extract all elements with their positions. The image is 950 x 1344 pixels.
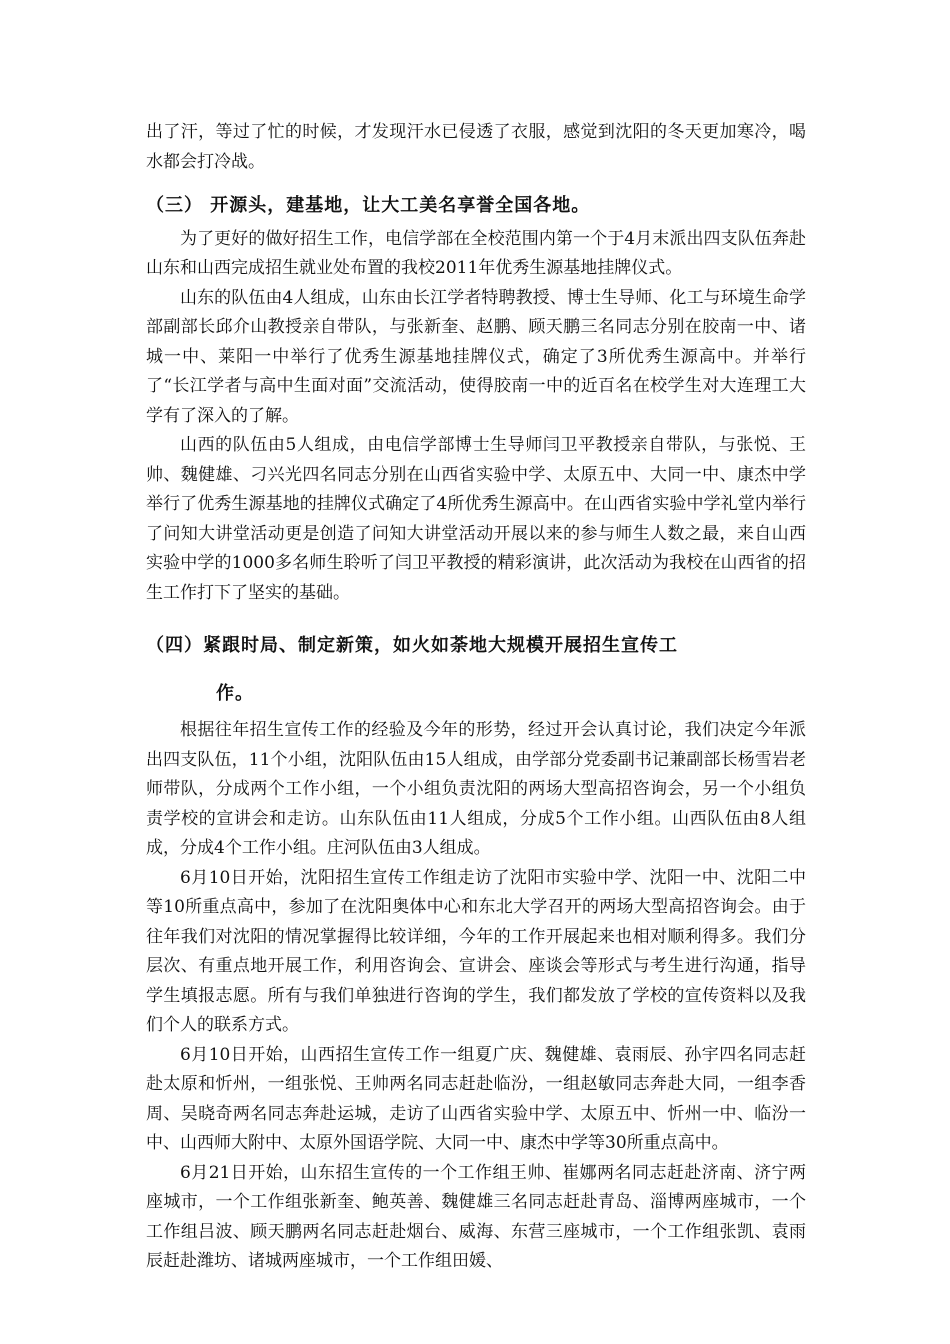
paragraph-intro: 出了汗，等过了忙的时候，才发现汗水已侵透了衣服，感觉到沈阳的冬天更加寒冷，喝水都会打冷战。 (146, 122, 806, 172)
section-4-heading-line-1: （四）紧跟时局、制定新策，如火如荼地大规模开展招生宣传工 (146, 635, 678, 656)
section-3-paragraph-1: 为了更好的做好招生工作，电信学部在全校范围内第一个于4月末派出四支队伍奔赴山东和山西完成招生就业处布置的我校2011年优秀生源基地挂牌仪式。 (146, 228, 806, 278)
section-4-heading-line-2: 作。 (216, 683, 254, 704)
section-4-paragraph-1: 根据往年招生宣传工作的经验及今年的形势，经过开会认真讨论，我们决定今年派出四支队伍，11个小组，沈阳队伍由15人组成，由学部分党委副书记兼副部长杨雪岩老师带队，分成两个工作小组，一个小组负责沈阳的两场大型高招咨询会，另一个小组负责学校的宣讲会和走访。山东队伍由11人组成，分成5个工作小组。山西队伍由8人组成，分成4个工作小组。庄河队伍由3人组成。 (146, 720, 806, 858)
section-4-heading (146, 624, 806, 716)
section-3-paragraph-2: 山东的队伍由4人组成，山东由长江学者特聘教授、博士生导师、化工与环境生命学部副部长邱介山教授亲自带队，与张新奎、赵鹏、顾天鹏三名同志分别在胶南一中、诸城一中、莱阳一中举行了优秀生源基地挂牌仪式，确定了3所优秀生源高中。并举行了“长江学者与高中生面对面”交流活动，使得胶南一中的近百名在校学生对大连理工大学有了深入的了解。 (146, 287, 806, 426)
section-4-paragraph-4: 6月21日开始，山东招生宣传的一个工作组王帅、崔娜两名同志赶赴济南、济宁两座城市，一个工作组张新奎、鲍英善、魏健雄三名同志赶赴青岛、淄博两座城市，一个工作组吕波、顾天鹏两名同志赶赴烟台、威海、东营三座城市，一个工作组张凯、袁雨辰赶赴潍坊、诸城两座城市，一个工作组田媛、 (146, 1162, 806, 1271)
section-3-heading: （三） 开源头，建基地，让大工美名享誉全国各地。 (146, 195, 591, 216)
section-4-paragraph-3: 6月10日开始，山西招生宣传工作一组夏广庆、魏健雄、袁雨辰、孙宇四名同志赶赴太原和忻州，一组张悦、王帅两名同志赶赴临汾，一组赵敏同志奔赴大同，一组李香周、吴晓奇两名同志奔赴运城，走访了山西省实验中学、太原五中、忻州一中、临汾一中、山西师大附中、太原外国语学院、大同一中、康杰中学等30所重点高中。 (146, 1044, 806, 1153)
section-3-paragraph-3: 山西的队伍由5人组成，由电信学部博士生导师闫卫平教授亲自带队，与张悦、王帅、魏健雄、刁兴光四名同志分别在山西省实验中学、太原五中、大同一中、康杰中学举行了优秀生源基地的挂牌仪式确定了4所优秀生源高中。在山西省实验中学礼堂内举行了问知大讲堂活动更是创造了问知大讲堂活动开展以来的参与师生人数之最，来自山西实验中学的1000多名师生聆听了闫卫平教授的精彩演讲，此次活动为我校在山西省的招生工作打下了坚实的基础。 (146, 435, 806, 603)
document-body (146, 118, 806, 1277)
section-4-paragraph-2: 6月10日开始，沈阳招生宣传工作组走访了沈阳市实验中学、沈阳一中、沈阳二中等10所重点高中，参加了在沈阳奥体中心和东北大学召开的两场大型高招咨询会。由于往年我们对沈阳的情况掌握得比较详细，今年的工作开展起来也相对顺利得多。我们分层次、有重点地开展工作，利用咨询会、宣讲会、座谈会等形式与考生进行沟通，指导学生填报志愿。所有与我们单独进行咨询的学生，我们都发放了学校的宣传资料以及我们个人的联系方式。 (146, 867, 806, 1035)
